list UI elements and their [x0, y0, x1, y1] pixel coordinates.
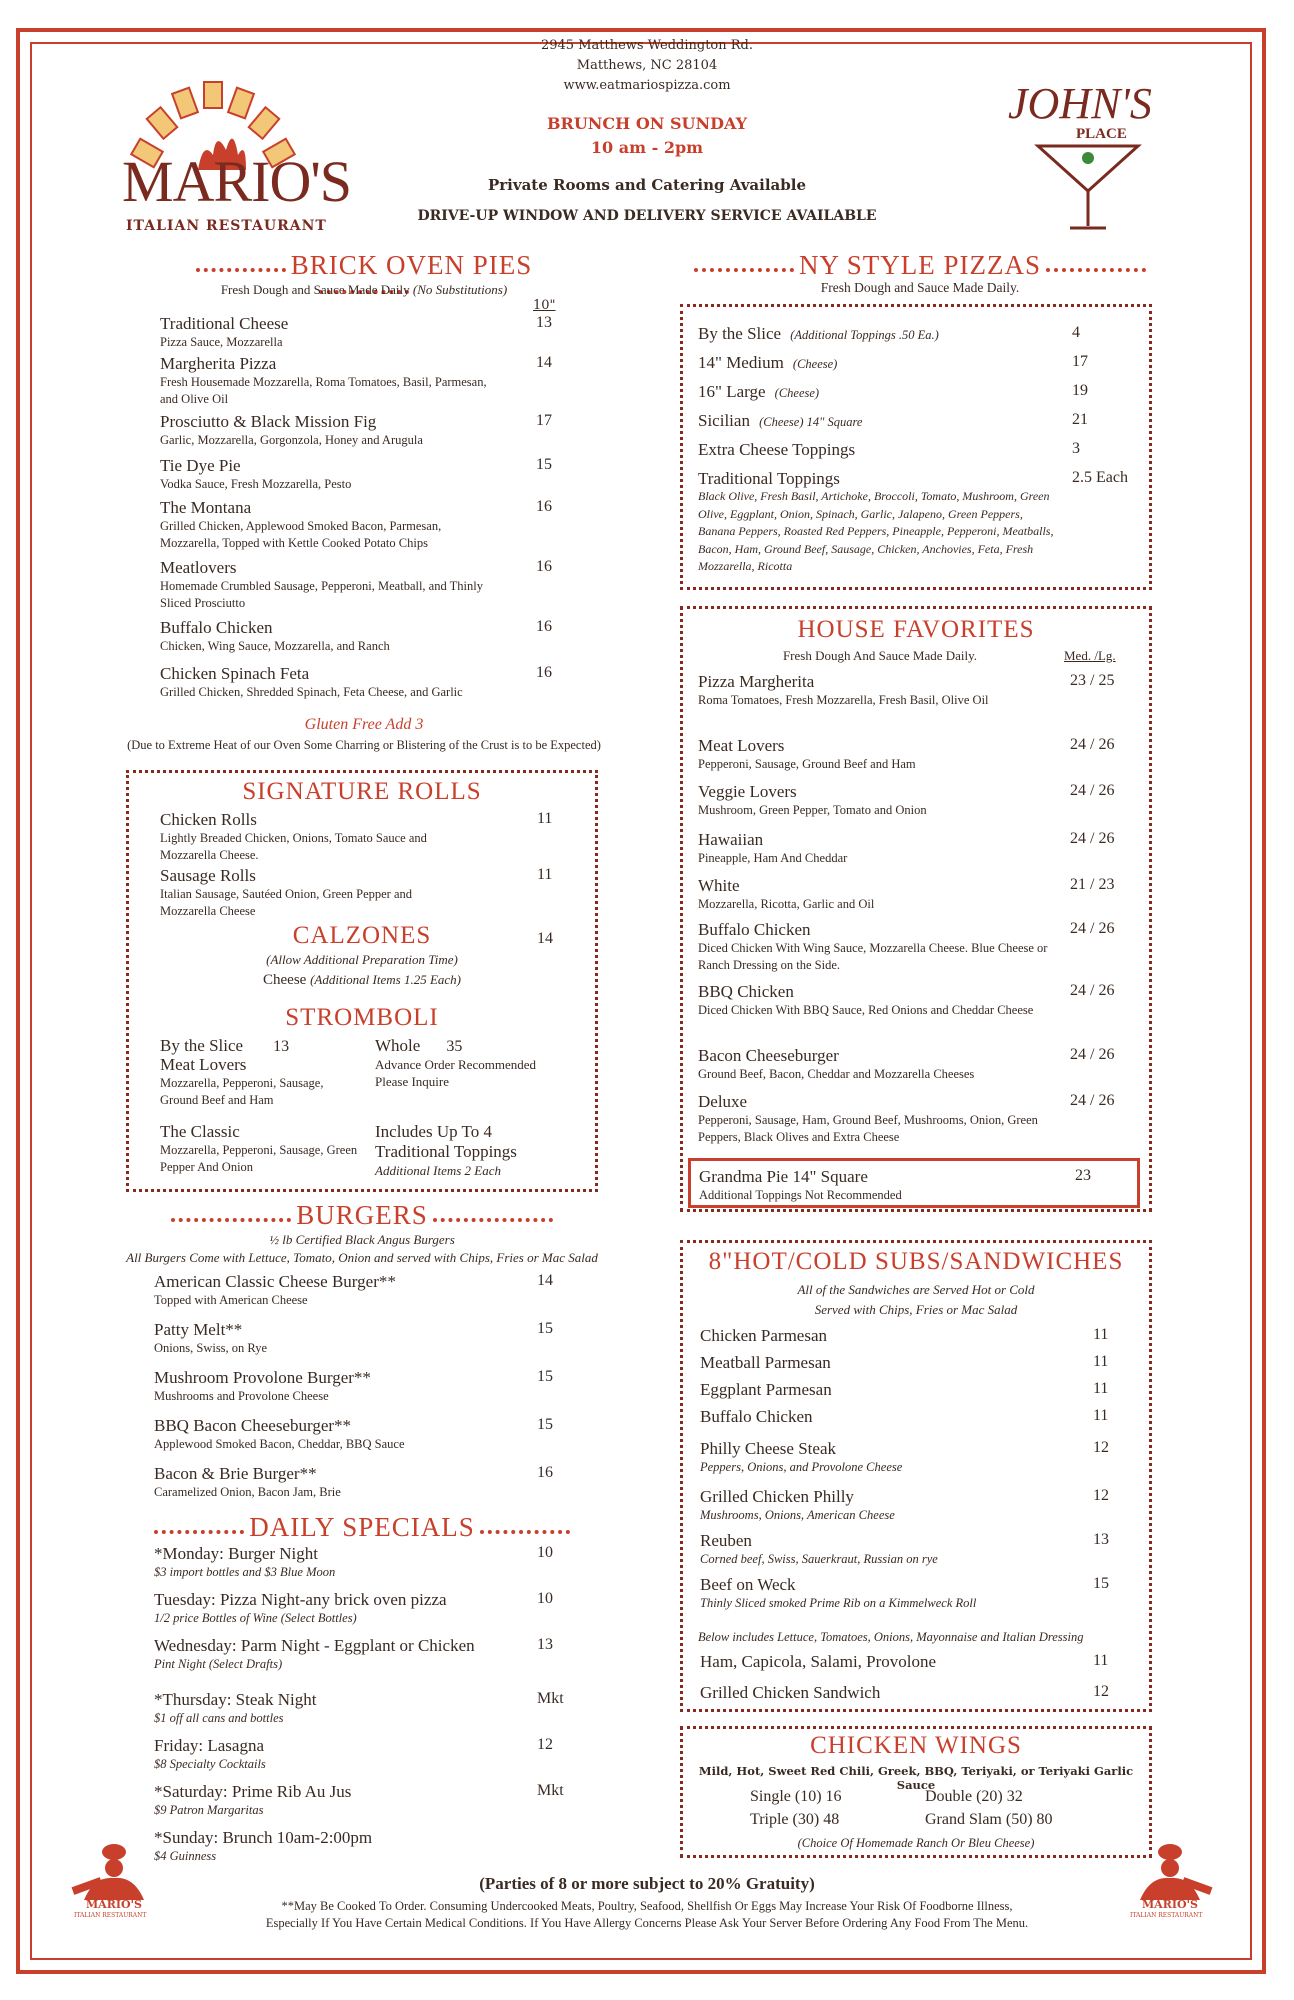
brick-oven-item-price: 13 [536, 314, 552, 331]
brunch-block [440, 112, 854, 160]
martini-glass-icon [1008, 136, 1168, 236]
ny-subtitle: Fresh Dough and Sauce Made Daily. [820, 280, 1020, 295]
ny-title: NY STYLE PIZZAS [799, 250, 1041, 280]
house-favorite-item [698, 830, 1058, 867]
daily-special-item-price: Mkt [537, 1690, 564, 1707]
brick-oven-item-desc: Fresh Housemade Mozzarella, Roma Tomatoes, Basil, Parmesan, and Olive Oil [160, 375, 487, 406]
burger-item-price: 14 [537, 1272, 553, 1289]
johns-place-text: PLACE [1076, 126, 1127, 142]
sub-sandwich-item-name: Eggplant Parmesan [700, 1380, 832, 1399]
daily-special-item-desc: $4 Guinness [154, 1849, 217, 1863]
grandma-pie-box [688, 1158, 1140, 1208]
house-favorite-item-price: 24 / 26 [1070, 1092, 1115, 1109]
sub-sandwich-item-desc: Peppers, Onions, and Provolone Cheese [700, 1460, 903, 1474]
brick-oven-item [160, 498, 490, 552]
sub-extra-item-price: 11 [1093, 1652, 1109, 1669]
stromboli-advance [375, 1056, 575, 1090]
chef-logo-left [64, 1842, 164, 1922]
burger-item [154, 1272, 534, 1309]
burger-item-price: 15 [537, 1416, 553, 1433]
chef-logo-right [1120, 1842, 1220, 1922]
chef-logo-right-text: MARIO'S [1142, 1898, 1198, 1911]
wings-triple: Triple (30) 48 [750, 1811, 840, 1828]
chef-logo-left-sub: ITALIAN RESTAURANT [74, 1912, 147, 1919]
burger-item-name: BBQ Bacon Cheeseburger** [154, 1416, 352, 1435]
chef-logo-left-text: MARIO'S [86, 1898, 142, 1911]
signature-roll-item [160, 810, 440, 864]
ny-pizza-item-note: (Cheese) 14" Square [755, 415, 863, 429]
stromboli-whole-row [375, 1036, 462, 1056]
brick-oven-item-desc: Grilled Chicken, Applewood Smoked Bacon, Parmesan, Mozzarella, Topped with Kettle Cooked Potato Chips [160, 519, 442, 550]
burger-item-price: 15 [537, 1368, 553, 1385]
house-favorite-item-price: 24 / 26 [1070, 736, 1115, 753]
johns-place-logo [968, 78, 1208, 238]
daily-special-item-price: 10 [537, 1590, 553, 1607]
wings-double: Double (20) 32 [925, 1788, 1023, 1805]
sub-sandwich-item-name: Beef on Weck [700, 1575, 796, 1594]
stromboli-inquire-text: Please Inquire [375, 1074, 450, 1089]
house-favorite-item [698, 920, 1058, 974]
ny-pizza-item [698, 353, 1058, 373]
ny-pizza-item-note: (Cheese) [771, 386, 820, 400]
signature-roll-item-name: Chicken Rolls [160, 810, 257, 829]
brick-oven-item [160, 412, 490, 449]
burger-item-name: Bacon & Brie Burger** [154, 1464, 317, 1483]
house-favorite-item-name: Pizza Margherita [698, 672, 815, 691]
burger-item [154, 1416, 534, 1453]
house-favorite-item [698, 782, 1058, 819]
brick-oven-item-price: 16 [536, 664, 552, 681]
burger-item-desc: Onions, Swiss, on Rye [154, 1341, 268, 1355]
house-favorite-item-price: 21 / 23 [1070, 876, 1115, 893]
stromboli-traditional-text: Traditional Toppings [375, 1142, 517, 1161]
house-favorite-item-name: Buffalo Chicken [698, 920, 811, 939]
burgers-header [126, 1200, 598, 1231]
calzones-price: 14 [537, 930, 553, 947]
house-favorite-item [698, 672, 1058, 709]
house-favorite-item-name: Veggie Lovers [698, 782, 797, 801]
charring-note: (Due to Extreme Heat of our Oven Some Charring or Blistering of the Crust is to be Expected) [127, 738, 601, 752]
ny-header [690, 250, 1150, 281]
house-favorite-item-desc: Diced Chicken With BBQ Sauce, Red Onions and Cheddar Cheese [698, 1003, 1034, 1017]
stromboli-classic-desc: Mozzarella, Pepperoni, Sausage, Green Pepper And Onion [160, 1143, 358, 1174]
burger-item-name: Mushroom Provolone Burger** [154, 1368, 371, 1387]
ny-pizza-item [698, 411, 1058, 431]
ny-pizza-item-name: 16" Large (Cheese) [698, 382, 820, 401]
sub-sandwich-item-price: 11 [1093, 1380, 1109, 1397]
stromboli-additional-text: Additional Items 2 Each [375, 1163, 502, 1178]
grandma-pie [699, 1167, 902, 1204]
brick-oven-subtitle-note: (No Substitutions) [412, 282, 508, 297]
burgers-title: BURGERS [296, 1200, 428, 1230]
sub-sandwich-item [700, 1487, 1060, 1524]
sub-sandwich-item-price: 12 [1093, 1487, 1109, 1504]
brick-oven-item-desc: Grilled Chicken, Shredded Spinach, Feta Cheese, and Garlic [160, 685, 463, 699]
house-favorite-item [698, 982, 1058, 1019]
sub-sandwich-item-price: 15 [1093, 1575, 1109, 1592]
marios-logo-sub: ITALIAN RESTAURANT [126, 218, 327, 234]
ny-pizza-item-price: 21 [1072, 411, 1088, 428]
grandma-pie-price: 23 [1075, 1167, 1091, 1184]
brick-oven-item-name: Margherita Pizza [160, 354, 277, 373]
house-favorite-item-name: Deluxe [698, 1092, 748, 1111]
ny-pizza-item-price: 17 [1072, 353, 1088, 370]
ny-pizza-item-name: 14" Medium (Cheese) [698, 353, 838, 372]
calzones-note: (Allow Additional Preparation Time) [266, 952, 458, 967]
house-favorite-item-name: Meat Lovers [698, 736, 785, 755]
grandma-pie-name: Grandma Pie 14" Square [699, 1167, 868, 1186]
house-favorite-item-desc: Diced Chicken With Wing Sauce, Mozzarella Cheese. Blue Cheese or Ranch Dressing on the Side. [698, 941, 1048, 972]
wings-choice: (Choice Of Homemade Ranch Or Bleu Cheese) [797, 1836, 1035, 1850]
burger-item [154, 1368, 534, 1405]
private-rooms-text: Private Rooms and Catering Available [487, 176, 807, 194]
stromboli-whole-price: 35 [446, 1038, 463, 1055]
subs-sub2: Served with Chips, Fries or Mac Salad [814, 1302, 1018, 1317]
brick-oven-item-price: 17 [536, 412, 552, 429]
calzones-cheese-note: (Additional Items 1.25 Each) [310, 972, 461, 987]
house-favorite-item-desc: Mozzarella, Ricotta, Garlic and Oil [698, 897, 875, 911]
daily-special-item-desc: $1 off all cans and bottles [154, 1711, 284, 1725]
specials-title: DAILY SPECIALS [249, 1512, 475, 1542]
daily-special-item [154, 1782, 534, 1819]
brick-oven-item-desc: Vodka Sauce, Fresh Mozzarella, Pesto [160, 477, 352, 491]
daily-special-item-desc: $3 import bottles and $3 Blue Moon [154, 1565, 336, 1579]
size-header: 10" [533, 298, 556, 313]
house-favorite-item-price: 23 / 25 [1070, 672, 1115, 689]
sub-sandwich-item-name: Philly Cheese Steak [700, 1439, 836, 1458]
house-favorite-item-desc: Ground Beef, Bacon, Cheddar and Mozzarella Cheeses [698, 1067, 975, 1081]
wings-sauces: Mild, Hot, Sweet Red Chili, Greek, BBQ, Teriyaki, or Teriyaki Garlic Sauce [698, 1764, 1134, 1792]
house-favorite-item-price: 24 / 26 [1070, 920, 1115, 937]
address-line-2: Matthews, NC 28104 [576, 58, 718, 73]
sub-sandwich-item [700, 1407, 1060, 1427]
house-favorites-title: HOUSE FAVORITES [797, 616, 1035, 643]
marios-logo-text: MARIO'S [122, 149, 352, 214]
sub-extra-item [700, 1652, 1060, 1672]
ny-pizza-item-name: Sicilian (Cheese) 14" Square [698, 411, 863, 430]
daily-special-item-name: *Monday: Burger Night [154, 1544, 319, 1563]
burger-item-price: 15 [537, 1320, 553, 1337]
daily-special-item-desc: Pint Night (Select Drafts) [154, 1657, 283, 1671]
disclaimer-line-1: **May Be Cooked To Order. Consuming Undercooked Meats, Poultry, Seafood, Shellfish Or Eggs May Increase Your Risk Of Foodborne Illness, [281, 1899, 1013, 1913]
house-favorite-item-name: Hawaiian [698, 830, 764, 849]
house-favorite-item [698, 1092, 1058, 1146]
house-size-header: Med. /Lg. [1064, 648, 1116, 663]
signature-roll-item-name: Sausage Rolls [160, 866, 256, 885]
specials-header [126, 1512, 598, 1543]
sub-sandwich-item [700, 1326, 1060, 1346]
house-favorite-item [698, 876, 1058, 913]
brick-oven-item-desc: Chicken, Wing Sauce, Mozzarella, and Ranch [160, 639, 390, 653]
ny-pizza-item-price: 2.5 Each [1072, 469, 1128, 486]
sub-sandwich-item [700, 1531, 1060, 1568]
calzones-cheese-row [126, 972, 598, 989]
sub-extra-item-name: Ham, Capicola, Salami, Provolone [700, 1652, 937, 1671]
brick-oven-item-price: 14 [536, 354, 552, 371]
sub-sandwich-item [700, 1353, 1060, 1373]
sub-sandwich-item-name: Reuben [700, 1531, 752, 1550]
brick-oven-item-name: Chicken Spinach Feta [160, 664, 310, 683]
ny-pizza-item [698, 324, 1058, 344]
daily-special-item-desc: $8 Specialty Cocktails [154, 1757, 266, 1771]
sub-sandwich-item-price: 11 [1093, 1353, 1109, 1370]
brick-oven-item-desc: Homemade Crumbled Sausage, Pepperoni, Meatball, and Thinly Sliced Prosciutto [160, 579, 483, 610]
brick-oven-item [160, 558, 490, 612]
brick-oven-subtitle: Fresh Dough and Sauce Made Daily [220, 282, 410, 297]
burger-item [154, 1320, 534, 1357]
stromboli-slice-price: 13 [273, 1038, 290, 1055]
chef-logo-right-sub: ITALIAN RESTAURANT [1130, 1912, 1203, 1919]
brick-oven-item-name: Meatlovers [160, 558, 237, 577]
daily-special-item-price: Mkt [537, 1782, 564, 1799]
daily-special-item [154, 1736, 534, 1773]
house-favorite-item-price: 24 / 26 [1070, 1046, 1115, 1063]
brick-oven-item-desc: Garlic, Mozzarella, Gorgonzola, Honey and Arugula [160, 433, 423, 447]
daily-special-item [154, 1590, 534, 1627]
daily-special-item [154, 1828, 534, 1865]
disclaimer [160, 1898, 1134, 1932]
house-favorite-item-desc: Pepperoni, Sausage, Ham, Ground Beef, Mushrooms, Onion, Green Peppers, Black Olives and Extra Cheese [698, 1113, 1038, 1144]
burger-item-desc: Mushrooms and Provolone Cheese [154, 1389, 329, 1403]
ny-pizza-item-price: 3 [1072, 440, 1080, 457]
wings-title: CHICKEN WINGS [810, 1732, 1022, 1759]
daily-special-item-name: Tuesday: Pizza Night-any brick oven pizza [154, 1590, 447, 1609]
brick-oven-item [160, 456, 490, 493]
sub-sandwich-item [700, 1575, 1060, 1612]
brick-oven-item [160, 314, 490, 351]
stromboli-title: STROMBOLI [285, 1004, 439, 1031]
grandma-pie-note: Additional Toppings Not Recommended [699, 1188, 902, 1202]
house-favorite-item-price: 24 / 26 [1070, 982, 1115, 999]
sub-sandwich-item-name: Chicken Parmesan [700, 1326, 827, 1345]
brick-oven-item-price: 16 [536, 558, 552, 575]
brick-oven-item-desc: Pizza Sauce, Mozzarella [160, 335, 283, 349]
stromboli-includes-text: Includes Up To 4 [375, 1122, 493, 1141]
daily-special-item-name: Friday: Lasagna [154, 1736, 264, 1755]
sub-sandwich-item-price: 11 [1093, 1326, 1109, 1343]
gluten-free-note: Gluten Free Add 3 [304, 716, 424, 733]
stromboli-slice: By the Slice [160, 1036, 244, 1055]
signature-roll-item-desc: Lightly Breaded Chicken, Onions, Tomato Sauce and Mozzarella Cheese. [160, 831, 427, 862]
house-favorite-item [698, 736, 1058, 773]
stromboli-classic [160, 1122, 360, 1176]
stromboli-meatlovers [160, 1055, 360, 1109]
stromboli-whole: Whole [375, 1036, 421, 1055]
sub-sandwich-item-desc: Thinly Sliced smoked Prime Rib on a Kimmelweck Roll [700, 1596, 977, 1610]
daily-special-item [154, 1636, 534, 1673]
brunch-line-1: BRUNCH ON SUNDAY [547, 114, 747, 133]
house-favorite-item-desc: Pepperoni, Sausage, Ground Beef and Ham [698, 757, 916, 771]
daily-special-item-price: 10 [537, 1544, 553, 1561]
brick-oven-item-name: Buffalo Chicken [160, 618, 273, 637]
signature-roll-item-desc: Italian Sausage, Sautéed Onion, Green Pepper and Mozzarella Cheese [160, 887, 413, 918]
burger-item-price: 16 [537, 1464, 553, 1481]
brunch-line-2: 10 am - 2pm [590, 138, 704, 157]
calzones-title: CALZONES [292, 922, 432, 949]
marios-logo [118, 70, 352, 240]
house-favorite-item-desc: Roma Tomatoes, Fresh Mozzarella, Fresh Basil, Olive Oil [698, 693, 989, 707]
brick-oven-item-price: 15 [536, 456, 552, 473]
burger-item [154, 1464, 534, 1501]
brick-oven-item-name: Traditional Cheese [160, 314, 289, 333]
drive-up-text: DRIVE-UP WINDOW AND DELIVERY SERVICE AVAILABLE [417, 208, 877, 224]
ny-pizza-item-name: Extra Cheese Toppings [698, 440, 856, 459]
ny-pizza-item-note: (Cheese) [789, 357, 838, 371]
brick-oven-item-price: 16 [536, 498, 552, 515]
address-line-1: 2945 Matthews Weddington Rd. [540, 38, 753, 53]
wings-single: Single (10) 16 [750, 1788, 842, 1805]
daily-special-item-name: Wednesday: Parm Night - Eggplant or Chicken [154, 1636, 475, 1655]
sub-sandwich-item-desc: Corned beef, Swiss, Sauerkraut, Russian on rye [700, 1552, 938, 1566]
brick-oven-item [160, 618, 490, 655]
burger-item-name: American Classic Cheese Burger** [154, 1272, 396, 1291]
house-favorite-item [698, 1046, 1058, 1083]
house-favorite-item-price: 24 / 26 [1070, 782, 1115, 799]
burger-item-desc: Applewood Smoked Bacon, Cheddar, BBQ Sauce [154, 1437, 405, 1451]
sub-sandwich-item-name: Meatball Parmesan [700, 1353, 831, 1372]
sub-extra-item-name: Grilled Chicken Sandwich [700, 1683, 881, 1702]
ny-pizza-item-price: 4 [1072, 324, 1080, 341]
stromboli-includes [375, 1122, 585, 1179]
parties-note: (Parties of 8 or more subject to 20% Gratuity) [479, 1874, 815, 1893]
daily-special-item-price: 13 [537, 1636, 553, 1653]
ny-pizza-item-name: Traditional Toppings [698, 469, 840, 488]
sub-extra-item-price: 12 [1093, 1683, 1109, 1700]
stromboli-classic-name: The Classic [160, 1122, 240, 1141]
wings-grand: Grand Slam (50) 80 [925, 1811, 1053, 1828]
stromboli-meatlovers-name: Meat Lovers [160, 1055, 247, 1074]
daily-special-item-name: *Saturday: Prime Rib Au Jus [154, 1782, 352, 1801]
house-favorite-item-name: BBQ Chicken [698, 982, 794, 1001]
house-favorite-item-desc: Mushroom, Green Pepper, Tomato and Onion [698, 803, 927, 817]
address-block [440, 36, 854, 96]
subs-sub1: All of the Sandwiches are Served Hot or Cold [797, 1282, 1035, 1297]
daily-special-item [154, 1690, 534, 1727]
signature-roll-item-price: 11 [537, 810, 553, 827]
sub-sandwich-item [700, 1439, 1060, 1476]
chef-icon [1120, 1842, 1220, 1902]
daily-special-item-desc: $9 Patron Margaritas [154, 1803, 264, 1817]
ny-pizza-item [698, 382, 1058, 402]
burgers-sub1: ½ lb Certified Black Angus Burgers [269, 1232, 455, 1247]
sub-sandwich-item-name: Buffalo Chicken [700, 1407, 813, 1426]
daily-special-item-price: 12 [537, 1736, 553, 1753]
daily-special-item [154, 1544, 534, 1581]
house-favorite-item-name: White [698, 876, 740, 895]
house-favorites-subtitle: Fresh Dough And Sauce Made Daily. [782, 648, 978, 663]
brick-oven-item [160, 664, 490, 701]
disclaimer-line-2: Especially If You Have Certain Medical Conditions. If You Have Allergy Concerns Please Ask Your Server Before Ordering Any Food From The Menu. [265, 1916, 1029, 1930]
daily-special-item-name: *Sunday: Brunch 10am-2:00pm [154, 1828, 373, 1847]
signature-rolls-title: SIGNATURE ROLLS [242, 778, 482, 805]
burgers-sub2: All Burgers Come with Lettuce, Tomato, Onion and served with Chips, Fries or Mac Salad [126, 1250, 598, 1265]
website-link[interactable]: www.eatmariospizza.com [563, 78, 731, 93]
ny-toppings: Black Olive, Fresh Basil, Artichoke, Broccoli, Tomato, Mushroom, Green Olive, Eggplant, Onion, Spinach, Garlic, Jalapeno, Green Peppers, Banana Peppers, Roasted Red Peppers, Pineapple, Pepperoni, Meatballs, Bacon, Ham, Ground Beef, Sausage, Chicken, Anchovies, Feta, Fresh Mozzarella, Ricotta [698, 489, 1054, 573]
ny-pizza-item-note: (Additional Toppings .50 Ea.) [787, 328, 939, 342]
house-favorite-item-name: Bacon Cheeseburger [698, 1046, 839, 1065]
ny-pizza-item-price: 19 [1072, 382, 1088, 399]
burger-item-desc: Caramelized Onion, Bacon Jam, Brie [154, 1485, 341, 1499]
sub-sandwich-item [700, 1380, 1060, 1400]
sub-extra-item [700, 1683, 1060, 1703]
burger-item-name: Patty Melt** [154, 1320, 243, 1339]
burger-item-desc: Topped with American Cheese [154, 1293, 308, 1307]
house-favorite-item-price: 24 / 26 [1070, 830, 1115, 847]
daily-special-item-desc: 1/2 price Bottles of Wine (Select Bottles) [154, 1611, 357, 1625]
signature-roll-item-price: 11 [537, 866, 553, 883]
brick-oven-item-name: Tie Dye Pie [160, 456, 241, 475]
ny-pizza-item-name: By the Slice (Additional Toppings .50 Ea.) [698, 324, 939, 343]
house-favorite-item-desc: Pineapple, Ham And Cheddar [698, 851, 848, 865]
stromboli-meatlovers-desc: Mozzarella, Pepperoni, Sausage, Ground Beef and Ham [160, 1076, 324, 1107]
ny-pizza-item [698, 440, 1058, 460]
sub-sandwich-item-price: 13 [1093, 1531, 1109, 1548]
brick-oven-item-name: Prosciutto & Black Mission Fig [160, 412, 377, 431]
brick-oven-item-name: The Montana [160, 498, 252, 517]
signature-roll-item [160, 866, 440, 920]
chef-icon [64, 1842, 164, 1902]
sub-sandwich-item-desc: Mushrooms, Onions, American Cheese [700, 1508, 895, 1522]
subs-title: 8"HOT/COLD SUBS/SANDWICHES [708, 1248, 1124, 1275]
calzones-cheese: Cheese [263, 972, 307, 988]
brick-oven-subtitle-row [150, 282, 578, 298]
brick-oven-item-price: 16 [536, 618, 552, 635]
sub-sandwich-item-price: 11 [1093, 1407, 1109, 1424]
brick-oven-item [160, 354, 490, 408]
sub-sandwich-item-price: 12 [1093, 1439, 1109, 1456]
sub-sandwich-item-name: Grilled Chicken Philly [700, 1487, 854, 1506]
brick-oven-title: BRICK OVEN PIES [290, 250, 533, 280]
subs-below-note: Below includes Lettuce, Tomatoes, Onions, Mayonnaise and Italian Dressing [698, 1630, 1084, 1644]
daily-special-item-name: *Thursday: Steak Night [154, 1690, 317, 1709]
ny-pizza-item [698, 469, 1058, 489]
johns-logo-text: JOHN'S [1008, 79, 1152, 128]
stromboli-slice-row [160, 1036, 289, 1056]
stromboli-advance-text: Advance Order Recommended [375, 1057, 536, 1072]
